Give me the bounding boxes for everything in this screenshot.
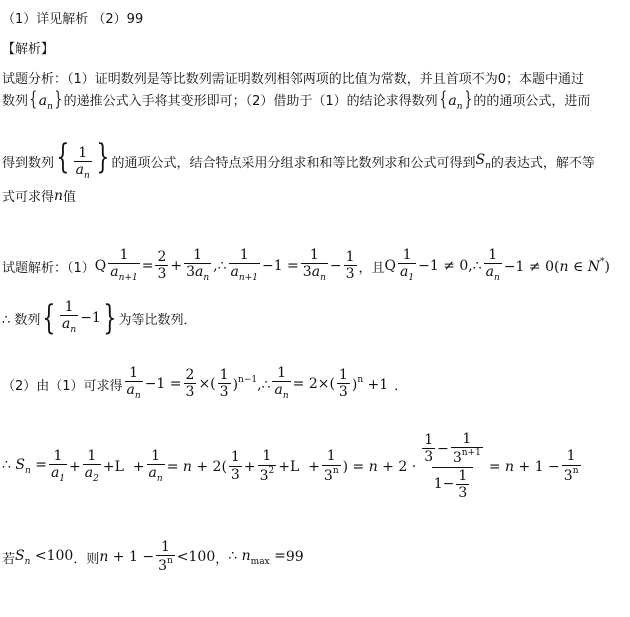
- solution-final-line: 若 $S_n <100$ ．则 n + 1 − $\frac{1}{3^n}$ <100 ， ∴ $n_{max}$ = 99: [2, 539, 304, 575]
- solution-conclusion: ∴ 数列 { $\frac{1}{a_n}$ −1 } 为等比数列．: [2, 298, 197, 339]
- answer-line: [2, 8, 143, 27]
- answer-value: 99: [285, 549, 304, 566]
- var-n: n: [54, 187, 64, 204]
- analysis-text-4b: 值: [63, 190, 77, 205]
- sequence-an-2: { $a_n$}: [439, 86, 472, 112]
- section-title-text: 【解析】: [2, 42, 55, 57]
- analysis-line-3: [2, 137, 595, 182]
- solution-line-2: （2）由（1）可求得 $\frac{1}{a_n}$ −1 = $\frac{2}{3}$ ×( $\frac{1}{3}$ )$^{n-1}$,∴ $\frac{1}{a_n}$ = 2×( $\frac{1}{3}$ )$^n$ +1 ．: [2, 365, 408, 402]
- part2-prefix: （2）由（1）可求得: [2, 378, 123, 394]
- part2-end: ．: [394, 378, 408, 394]
- solution-sum-line: ∴ $S_n$ = $\frac{1}{a_1}$ + $\frac{1}{a_2}$ +L + $\frac{1}{a_n}$ = n + 2( $\frac{1}{3}$ + $\frac{1}{3^2}$ +L + $\frac{1}{3^n}$ ) = n + 2 · $\frac{1}{3}$ − $\frac{1}{3^{n+1}}$ 1− $\frac{1}{3}$ = n + 1 − $\frac{1}{3^n}$: [2, 431, 579, 502]
- sequence-an: { $a_n$}: [29, 86, 63, 112]
- analysis-text-4a: 式可求得: [2, 190, 55, 205]
- final-comma: ，: [215, 551, 229, 567]
- conclusion-suffix: 为等比数列．: [118, 312, 197, 328]
- analysis-text-2a: 数列: [2, 93, 29, 109]
- analysis-line-2: [2, 86, 590, 112]
- analysis-text-3c: 的表达式，解不等: [490, 155, 595, 171]
- solution-mid: ，且: [358, 260, 385, 276]
- analysis-text-2c: 的的通项公式，进而: [473, 93, 591, 109]
- analysis-text-1: 试题分析：（1）证明数列是等比数列需证明数列相邻两项的比值为常数，并且首项不为0；本题中通过: [2, 72, 585, 87]
- sum-sn: $S_n$: [475, 151, 491, 171]
- sequence-reciprocal: { $\frac{1}{a_n}$ }: [56, 137, 110, 182]
- conclusion-prefix: ∴ 数列: [2, 312, 41, 328]
- analysis-text-3a: 得到数列: [2, 155, 55, 171]
- analysis-text-3b: 的通项公式，结合特点采用分组求和和等比数列求和公式可得到: [111, 155, 476, 171]
- solution-line-1: 试题解析：（1） Q $\frac{1}{a_{n+1}}$ = $\frac{2}{3}$ + $\frac{1}{3a_n}$ ,∴ $\frac{1}{a_{n+1}}$ −1 = $\frac{1}{3a_n}$ − $\frac{1}{3}$ ，且 Q $\frac{1}{a_1}$ −1 ≠ 0,∴ $\frac{1}{a_n}$ −1 ≠ 0(n ∈ N*): [2, 247, 610, 284]
- solution-label: 试题解析：（1）: [2, 260, 95, 276]
- analysis-line-4: [2, 186, 76, 205]
- section-title: [2, 38, 54, 57]
- final-prefix: 若: [2, 551, 16, 567]
- final-mid: ．则: [73, 551, 100, 567]
- analysis-line-1: [2, 68, 584, 87]
- analysis-text-2b: 的递推公式入手将其变形即可；（2）借助于（1）的结论求得数列: [63, 93, 438, 109]
- answer-text: （1）详见解析 （2）99: [2, 12, 144, 27]
